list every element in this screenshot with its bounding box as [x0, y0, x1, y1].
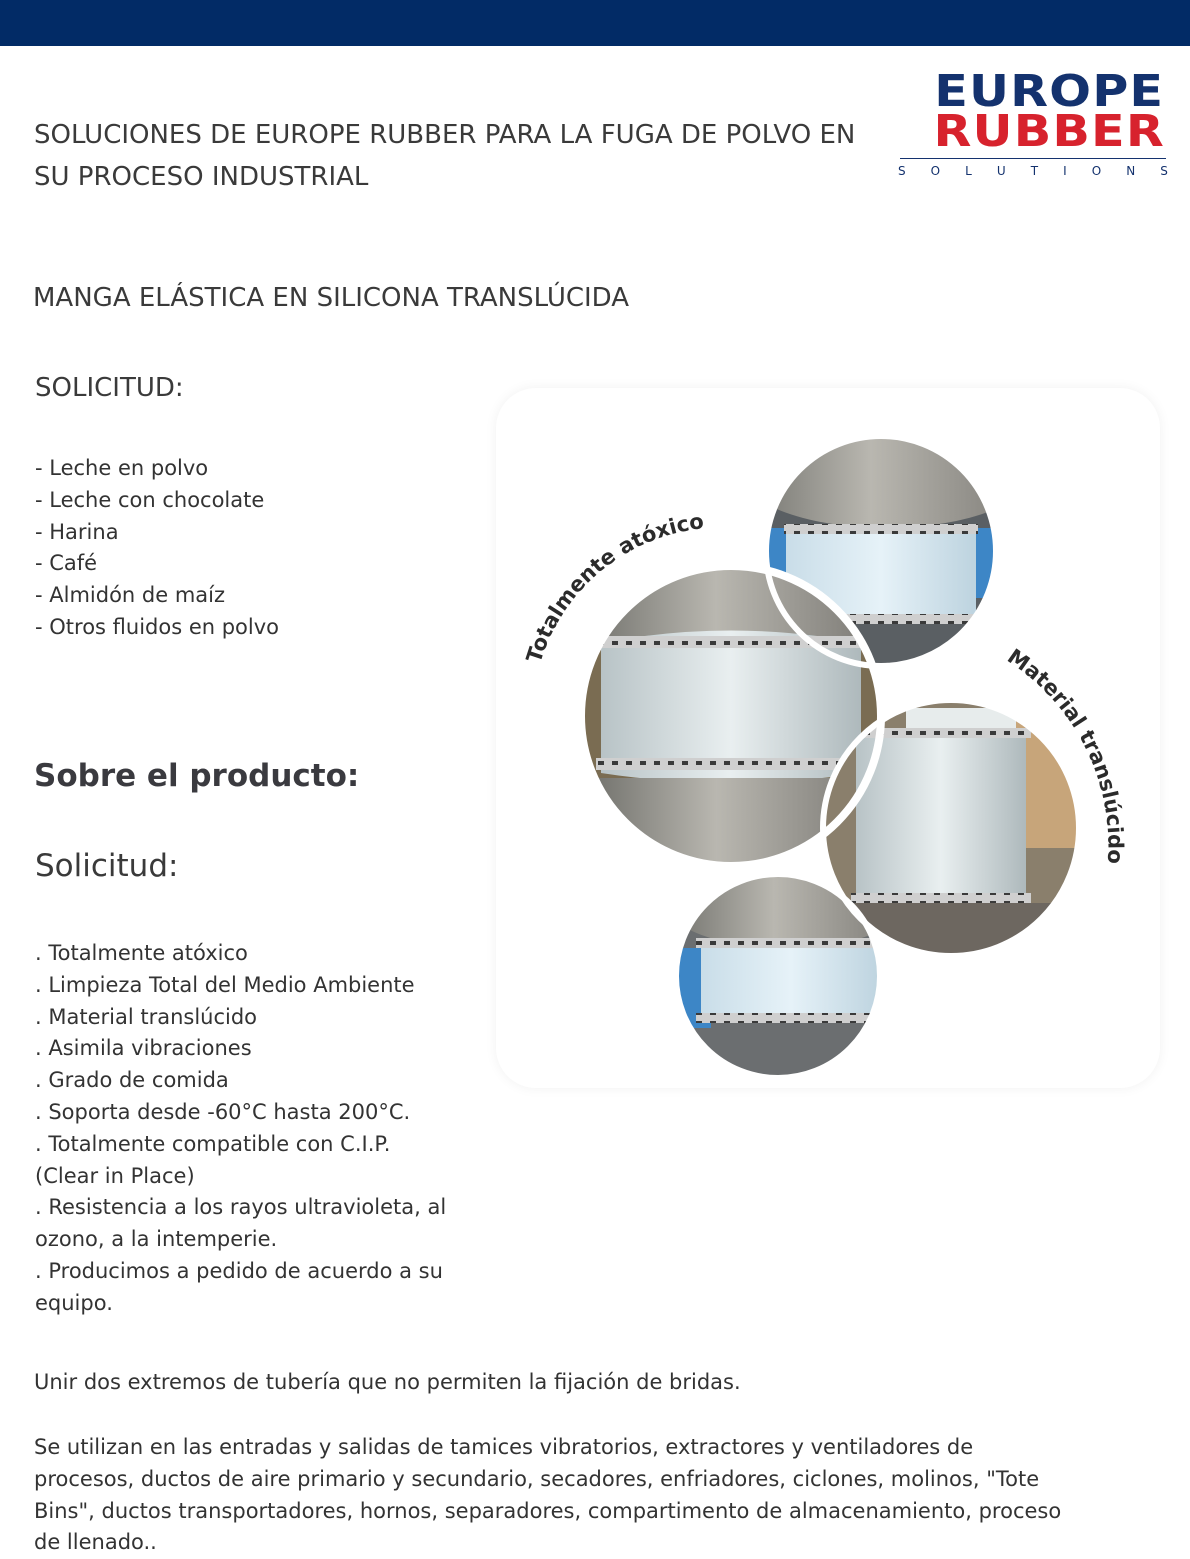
list-item: . Producimos a pedido de acuerdo a su equipo. — [35, 1258, 443, 1315]
applications-list — [35, 453, 279, 644]
logo-letter: O — [1091, 164, 1102, 178]
list-item: - Almidón de maíz — [35, 583, 226, 608]
applications-heading: SOLICITUD: — [35, 373, 184, 403]
features-list — [35, 938, 455, 1320]
label-translucent: Material translúcido — [1003, 644, 1128, 865]
list-item: . Soporta desde -60°C hasta 200°C. — [35, 1099, 411, 1124]
list-item: . Totalmente compatible con C.I.P. (Clear in Place) — [35, 1131, 391, 1188]
list-item: . Limpieza Total del Medio Ambiente — [35, 972, 415, 997]
list-item: - Leche con chocolate — [35, 487, 265, 512]
list-item: - Otros fluidos en polvo — [35, 614, 280, 639]
label-non-toxic: Totalmente atóxico — [521, 509, 706, 666]
logo-tagline — [898, 164, 1168, 178]
logo-letter: O — [930, 164, 941, 178]
photo-collage — [496, 388, 1160, 1088]
logo-letter: S — [1160, 164, 1168, 178]
product-name: MANGA ELÁSTICA EN SILICONA TRANSLÚCIDA — [33, 283, 630, 313]
logo-letter: S — [898, 164, 906, 178]
top-bar — [0, 0, 1190, 46]
list-item: . Material translúcido — [35, 1004, 258, 1029]
logo-letter: T — [1030, 164, 1039, 178]
logo-word-rubber: RUBBER — [933, 106, 1165, 157]
logo-letter: N — [1126, 164, 1136, 178]
list-item: - Café — [35, 551, 98, 576]
features-heading: Solicitud: — [35, 848, 179, 884]
list-item: . Asimila vibraciones — [35, 1036, 252, 1061]
list-item: . Grado de comida — [35, 1068, 229, 1093]
logo-divider — [900, 158, 1166, 159]
body-paragraph-2: Se utilizan en las entradas y salidas de tamices vibratorios, extractores y ventiladores de procesos, ductos de aire primario y secundario, secadores, enfriadores, ciclones, molinos, "Tote Bins", ductos transportadores, hornos, separadores, compartimento de almacenamiento, proceso de llenado.. — [34, 1435, 1062, 1555]
list-item: . Totalmente atóxico — [35, 941, 248, 965]
logo-word-europe: EUROPE — [934, 66, 1165, 117]
body-paragraph-1: Unir dos extremos de tubería que no permiten la fijación de bridas. — [34, 1370, 741, 1394]
logo-letter: I — [1063, 164, 1067, 178]
list-item: - Harina — [35, 519, 119, 544]
page-title: SOLUCIONES DE EUROPE RUBBER PARA LA FUGA DE POLVO EN SU PROCESO INDUSTRIAL — [34, 120, 856, 192]
logo-letter: U — [996, 164, 1006, 178]
brand-logo — [898, 66, 1168, 180]
list-item: . Resistencia a los rayos ultravioleta, al ozono, a la intemperie. — [35, 1195, 447, 1252]
logo-letter: L — [965, 164, 972, 178]
list-item: - Leche en polvo — [35, 456, 209, 480]
about-heading: Sobre el producto: — [34, 758, 360, 794]
